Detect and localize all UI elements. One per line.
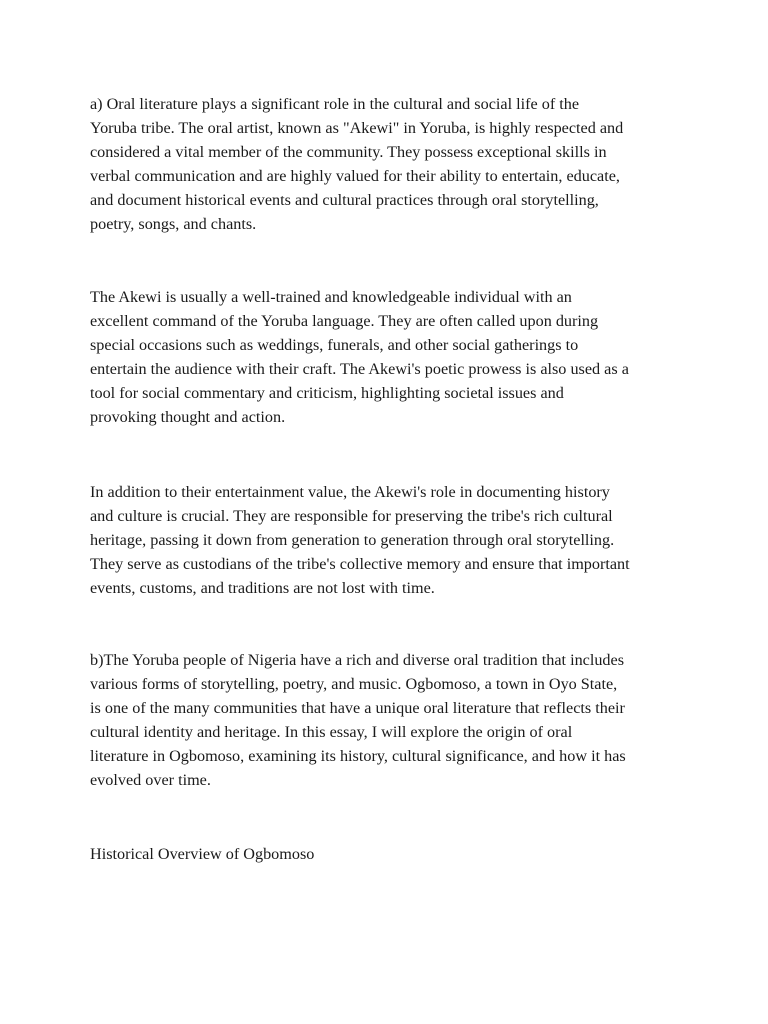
paragraph-line: They serve as custodians of the tribe's collective memory and ensure that important [90, 555, 630, 573]
paragraph-line: special occasions such as weddings, funerals, and other social gatherings to [90, 336, 579, 354]
paragraph-line: The Akewi is usually a well-trained and knowledgeable individual with an [90, 288, 572, 306]
paragraph-a-oral-literature [90, 92, 690, 236]
section-heading [90, 842, 690, 866]
paragraph-line: excellent command of the Yoruba language. They are often called upon during [90, 312, 599, 330]
paragraph-line: literature in Ogbomoso, examining its history, cultural significance, and how it has [90, 747, 626, 765]
paragraph-b-ogbomoso [90, 648, 690, 792]
paragraph-line: a) Oral literature plays a significant role in the cultural and social life of the [90, 95, 580, 113]
paragraph-akewi-training [90, 285, 690, 429]
paragraph-line: entertain the audience with their craft. The Akewi's poetic prowess is also used as a [90, 360, 629, 378]
paragraph-line: Yoruba tribe. The oral artist, known as "Akewi" in Yoruba, is highly respected and [90, 119, 624, 137]
paragraph-line: verbal communication and are highly valued for their ability to entertain, educate, [90, 167, 620, 185]
paragraph-line: considered a vital member of the community. They possess exceptional skills in [90, 143, 607, 161]
paragraph-line: and culture is crucial. They are responsible for preserving the tribe's rich cultural [90, 507, 613, 525]
paragraph-line: b)The Yoruba people of Nigeria have a rich and diverse oral tradition that includes [90, 651, 625, 669]
paragraph-line: provoking thought and action. [90, 408, 286, 426]
paragraph-documenting-history [90, 480, 690, 600]
paragraph-line: heritage, passing it down from generation to generation through oral storytelling. [90, 531, 615, 549]
paragraph-line: is one of the many communities that have a unique oral literature that reflects their [90, 699, 625, 717]
paragraph-line: tool for social commentary and criticism, highlighting societal issues and [90, 384, 564, 402]
paragraph-line: poetry, songs, and chants. [90, 215, 257, 233]
paragraph-line: events, customs, and traditions are not lost with time. [90, 579, 435, 597]
paragraph-line: and document historical events and cultural practices through oral storytelling, [90, 191, 599, 209]
paragraph-line: evolved over time. [90, 771, 211, 789]
paragraph-line: various forms of storytelling, poetry, and music. Ogbomoso, a town in Oyo State, [90, 675, 618, 693]
paragraph-line: cultural identity and heritage. In this essay, I will explore the origin of oral [90, 723, 573, 741]
paragraph-line: In addition to their entertainment value, the Akewi's role in documenting history [90, 483, 610, 501]
heading-text: Historical Overview of Ogbomoso [90, 845, 315, 863]
